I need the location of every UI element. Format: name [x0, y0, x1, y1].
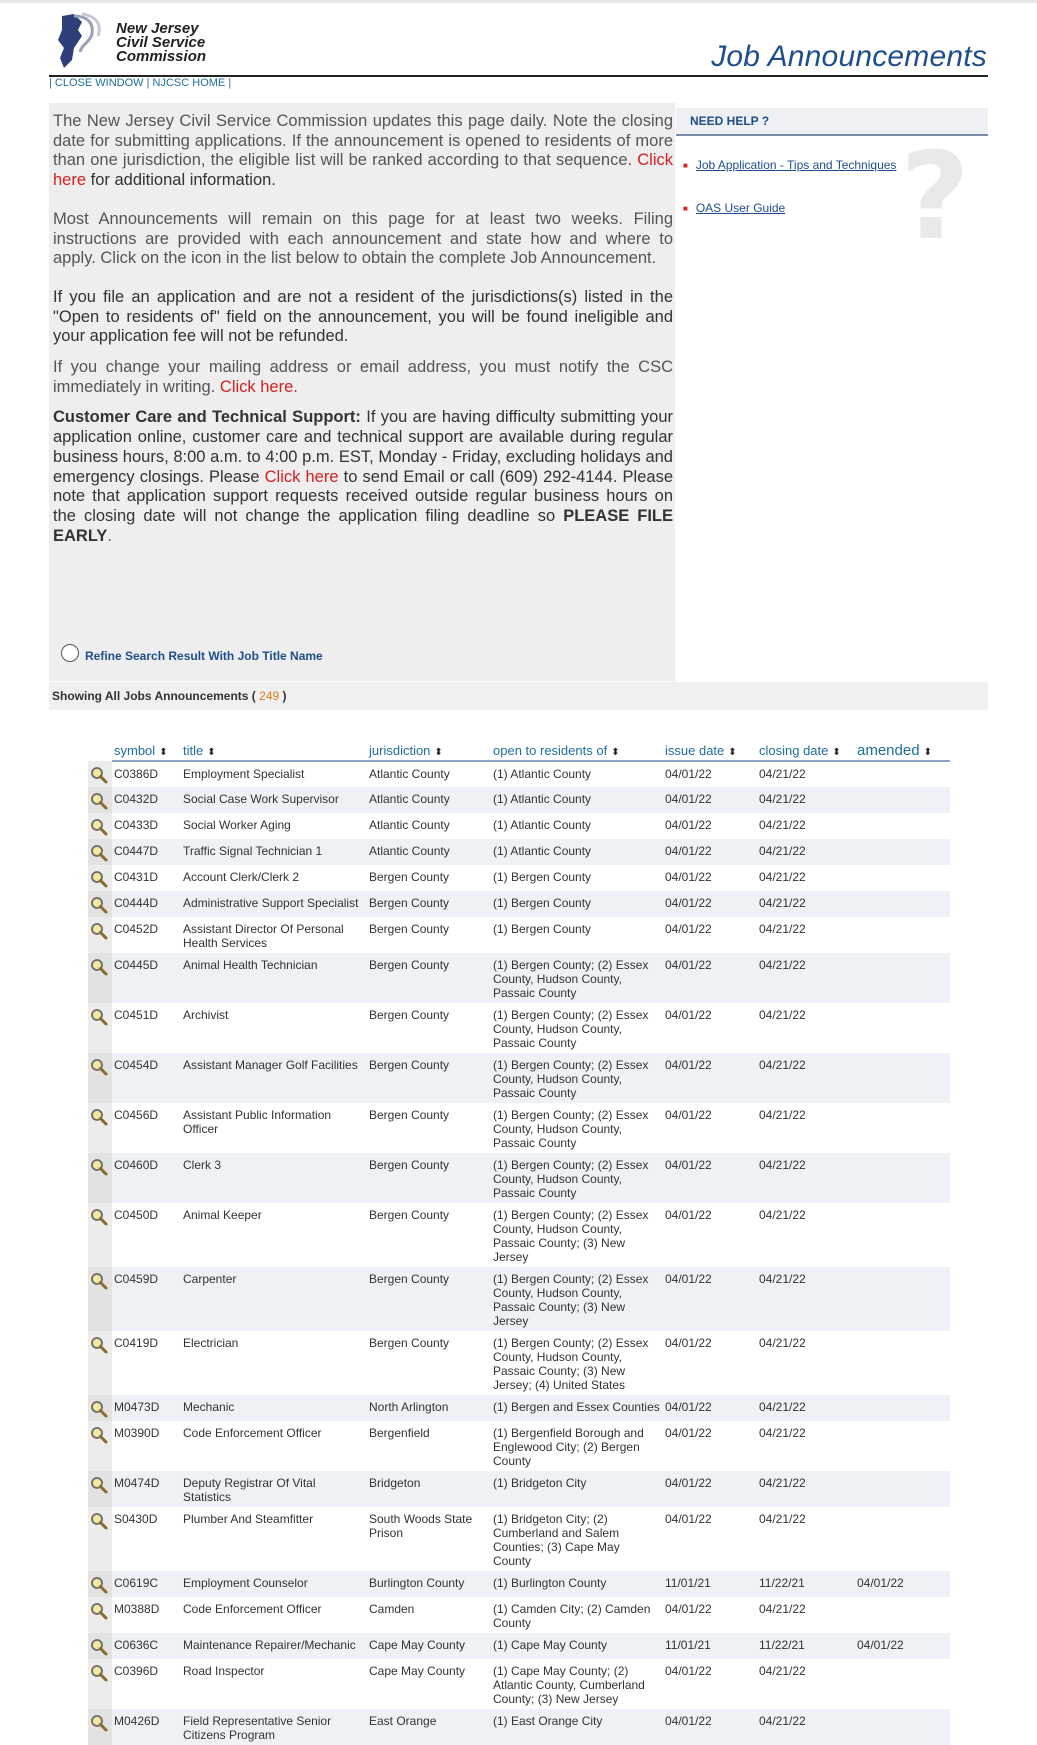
job-issue-date: 04/01/22 — [663, 839, 757, 865]
job-symbol: C0396D — [114, 1664, 159, 1678]
logo-text — [116, 22, 206, 64]
refine-search — [61, 648, 323, 666]
table-row — [88, 813, 950, 839]
magnifier-icon[interactable] — [90, 1158, 108, 1176]
magnifier-icon[interactable] — [90, 1426, 108, 1444]
job-title: Field Representative Senior Citizens Program — [181, 1709, 367, 1745]
magnifier-icon[interactable] — [90, 1714, 108, 1732]
job-closing-date: 04/21/22 — [757, 1053, 855, 1103]
job-closing-date: 04/21/22 — [759, 1512, 806, 1526]
job-amended-date — [855, 1421, 950, 1471]
job-amended-date — [855, 1507, 950, 1571]
job-amended-date: 04/01/22 — [855, 1633, 950, 1659]
job-open-to-residents: (1) Camden City; (2) Camden County — [493, 1602, 651, 1630]
job-open-to-residents: (1) Bridgeton City; (2) Cumberland and Salem Counties; (3) Cape May County — [493, 1512, 620, 1568]
job-jurisdiction: Atlantic County — [369, 767, 450, 781]
job-issue-date: 04/01/22 — [665, 1664, 712, 1678]
job-symbol: C0452D — [114, 922, 159, 936]
table-row — [88, 1053, 950, 1103]
job-symbol: C0386D — [114, 767, 159, 781]
job-rows — [88, 761, 950, 1745]
intro-paragraph-5: Customer Care and Technical Support: If you are having difficulty submitting your application online, customer care and technical support are available during regular business hours, 8:00 a.m. to 4:00 p.m. EST, Monday - Friday, excluding holidays and emergency closings. Please Click here to send Email or call (609) 292-4144. Please note that application support requests received outside regular business hours on the closing date will not change the application filing deadline so PLEASE FILE EARLY. — [53, 408, 673, 545]
job-amended-date — [855, 1395, 950, 1421]
column-header-jurisdiction[interactable]: jurisdiction ⬍ — [367, 742, 491, 761]
job-open-to-residents: (1) Bridgeton City — [491, 1471, 663, 1507]
job-issue-date: 04/01/22 — [663, 953, 757, 1003]
view-announcement-cell[interactable] — [88, 917, 112, 953]
table-row — [88, 1421, 950, 1471]
job-title: Carpenter — [181, 1267, 367, 1331]
job-closing-date: 04/21/22 — [759, 1208, 806, 1222]
view-announcement-cell[interactable] — [88, 1331, 112, 1395]
job-issue-date: 04/01/22 — [663, 1053, 757, 1103]
job-issue-date: 04/01/22 — [663, 1153, 757, 1203]
job-open-to-residents: (1) Bergen County — [491, 891, 663, 917]
magnifier-icon[interactable] — [90, 1476, 108, 1494]
magnifier-icon[interactable] — [90, 1512, 108, 1530]
table-row — [88, 953, 950, 1003]
table-row — [88, 1267, 950, 1331]
view-announcement-cell[interactable] — [88, 1633, 112, 1659]
job-closing-date: 04/21/22 — [759, 870, 806, 884]
job-amended-date — [855, 917, 950, 953]
job-closing-date: 04/21/22 — [757, 1471, 855, 1507]
job-title: Account Clerk/Clerk 2 — [183, 870, 300, 884]
job-amended-date — [855, 1003, 950, 1053]
magnifier-icon[interactable] — [90, 1336, 108, 1354]
job-closing-date: 04/21/22 — [757, 1267, 855, 1331]
job-issue-date: 04/01/22 — [665, 1008, 712, 1022]
view-announcement-cell[interactable] — [88, 953, 112, 1003]
job-issue-date: 04/01/22 — [665, 818, 712, 832]
job-closing-date: 04/21/22 — [759, 1336, 806, 1350]
job-issue-date: 04/01/22 — [663, 1471, 757, 1507]
job-jurisdiction: Bergen County — [367, 1053, 491, 1103]
view-announcement-cell[interactable] — [88, 1103, 112, 1153]
view-announcement-cell[interactable] — [88, 1709, 112, 1745]
table-row — [88, 1395, 950, 1421]
job-open-to-residents: (1) Burlington County — [491, 1571, 663, 1597]
view-announcement-cell[interactable] — [88, 1571, 112, 1597]
magnifier-icon[interactable] — [90, 922, 108, 940]
view-announcement-cell[interactable] — [88, 1421, 112, 1471]
job-issue-date: 04/01/22 — [663, 891, 757, 917]
job-issue-date: 11/01/21 — [663, 1633, 757, 1659]
job-issue-date: 04/01/22 — [665, 1108, 712, 1122]
job-closing-date: 11/22/21 — [757, 1571, 855, 1597]
table-row — [88, 1571, 950, 1597]
job-issue-date: 11/01/21 — [663, 1571, 757, 1597]
job-amended-date — [855, 865, 950, 891]
job-amended-date — [855, 1267, 950, 1331]
job-closing-date: 04/21/22 — [759, 767, 806, 781]
job-title: Plumber And Steamfitter — [183, 1512, 314, 1526]
icon-column-header — [88, 742, 112, 761]
job-symbol: M0426D — [112, 1709, 181, 1745]
table-row — [88, 1003, 950, 1053]
additional-info-link[interactable]: Click here — [53, 151, 673, 190]
job-amended-date — [855, 1153, 950, 1203]
table-row — [88, 1203, 950, 1267]
job-title: Clerk 3 — [181, 1153, 367, 1203]
job-issue-date: 04/01/22 — [665, 1336, 712, 1350]
view-announcement-cell[interactable] — [88, 1003, 112, 1053]
job-symbol: M0390D — [114, 1426, 160, 1440]
table-row — [88, 839, 950, 865]
view-announcement-cell[interactable] — [88, 813, 112, 839]
job-jurisdiction: Bergen County — [367, 891, 491, 917]
job-symbol: M0473D — [112, 1395, 181, 1421]
table-header-row — [88, 742, 950, 761]
job-closing-date: 04/21/22 — [759, 1426, 806, 1440]
job-jurisdiction: Bridgeton — [367, 1471, 491, 1507]
view-announcement-cell[interactable] — [88, 891, 112, 917]
top-border — [0, 0, 1037, 3]
job-amended-date — [855, 1597, 950, 1633]
view-announcement-cell[interactable] — [88, 865, 112, 891]
job-closing-date: 04/21/22 — [759, 1008, 806, 1022]
job-jurisdiction: Bergen County — [369, 1208, 450, 1222]
intro-paragraph-2: Most Announcements will remain on this page for at least two weeks. Filing instructions are provided with each announcement and state how and where to apply. Click on the icon in the list below to obtain the complete Job Announcement. — [53, 209, 673, 268]
job-symbol: C0433D — [114, 818, 159, 832]
magnifier-icon[interactable] — [90, 1602, 108, 1620]
column-header-title[interactable]: title ⬍ — [181, 742, 367, 761]
sort-icon[interactable]: ⬍ — [434, 747, 443, 758]
oas-user-guide-link[interactable]: OAS User Guide — [695, 201, 786, 215]
job-closing-date: 04/21/22 — [757, 1709, 855, 1745]
magnifier-icon[interactable] — [90, 766, 108, 784]
job-closing-date: 11/22/21 — [757, 1633, 855, 1659]
page-title: Job Announcements — [711, 40, 987, 73]
view-announcement-cell[interactable] — [88, 1267, 112, 1331]
table-row — [88, 1331, 950, 1395]
intro-paragraph-1: The New Jersey Civil Service Commission updates this page daily. Note the closing date for submitting applications. If the announcement is opened to residents of more than one jurisdiction, the eligible list will be ranked according to that sequence. Click here for additional information. — [53, 112, 673, 190]
sort-icon[interactable]: ⬍ — [159, 747, 168, 758]
job-amended-date — [855, 953, 950, 1003]
job-open-to-residents: (1) Bergen County; (2) Essex County, Hudson County, Passaic County; (3) New Jersey — [491, 1267, 663, 1331]
job-jurisdiction: Atlantic County — [369, 818, 450, 832]
job-amended-date — [855, 813, 950, 839]
job-jurisdiction: Bergen County — [367, 1267, 491, 1331]
sort-icon[interactable]: ⬍ — [207, 747, 216, 758]
job-title: Social Case Work Supervisor — [181, 787, 367, 813]
job-issue-date: 04/01/22 — [663, 1395, 757, 1421]
job-open-to-residents: (1) Atlantic County — [493, 767, 592, 781]
job-issue-date: 04/01/22 — [665, 1512, 712, 1526]
job-title: Deputy Registrar Of Vital Statistics — [181, 1471, 367, 1507]
top-nav: | CLOSE WINDOW | NJCSC HOME | — [49, 77, 232, 89]
help-link-guide — [683, 201, 785, 215]
job-open-to-residents: (1) East Orange City — [491, 1709, 663, 1745]
sort-icon[interactable]: ⬍ — [923, 747, 932, 758]
job-amended-date — [855, 1471, 950, 1507]
logo-line-2: Civil Service — [116, 34, 206, 51]
job-open-to-residents: (1) Bergen County; (2) Essex County, Hudson County, Passaic County — [493, 1008, 649, 1050]
change-address-link[interactable]: Click here. — [219, 377, 298, 396]
table-row — [88, 917, 950, 953]
magnifier-icon[interactable] — [90, 1272, 108, 1290]
job-open-to-residents: (1) Bergen County; (2) Essex County, Hudson County, Passaic County; (3) New Jersey — [493, 1208, 649, 1264]
job-symbol: C0454D — [112, 1053, 181, 1103]
job-amended-date — [855, 787, 950, 813]
magnifier-icon[interactable] — [90, 870, 108, 888]
bullet-icon: ■ — [683, 204, 688, 214]
job-title: Assistant Director Of Personal Health Services — [183, 922, 344, 950]
job-amended-date — [855, 1331, 950, 1395]
njcsc-home-link[interactable]: NJCSC HOME — [152, 77, 226, 89]
table-row — [88, 891, 950, 917]
job-amended-date — [855, 839, 950, 865]
job-open-to-residents: (1) Bergen County; (2) Essex County, Hudson County, Passaic County; (3) New Jersey; (4) United States — [493, 1336, 649, 1392]
view-announcement-cell[interactable] — [88, 1597, 112, 1633]
magnifier-icon[interactable] — [90, 1108, 108, 1126]
magnifier-icon[interactable] — [90, 896, 108, 914]
help-link-tips — [683, 158, 896, 172]
magnifier-icon[interactable] — [90, 1008, 108, 1026]
job-symbol: C0431D — [114, 870, 159, 884]
job-title: Code Enforcement Officer — [183, 1602, 322, 1616]
job-issue-date: 04/01/22 — [665, 1208, 712, 1222]
job-title: Assistant Manager Golf Facilities — [181, 1053, 367, 1103]
job-open-to-residents: (1) Bergen County; (2) Essex County, Hudson County, Passaic County — [491, 1153, 663, 1203]
column-header-issue-date[interactable]: issue date ⬍ — [663, 742, 757, 761]
job-symbol: C0456D — [114, 1108, 159, 1122]
job-jurisdiction: Bergen County — [367, 953, 491, 1003]
column-header-amended[interactable]: amended ⬍ — [855, 742, 950, 761]
sort-icon[interactable]: ⬍ — [728, 747, 737, 758]
job-jurisdiction: Atlantic County — [367, 787, 491, 813]
job-jurisdiction: South Woods State Prison — [369, 1512, 473, 1540]
job-closing-date: 04/21/22 — [759, 1108, 806, 1122]
table-row — [88, 1597, 950, 1633]
magnifier-icon[interactable] — [90, 1664, 108, 1682]
magnifier-icon[interactable] — [90, 818, 108, 836]
email-support-link[interactable]: Click here — [264, 467, 339, 486]
job-symbol: C0450D — [114, 1208, 159, 1222]
table-row — [88, 787, 950, 813]
job-title: Administrative Support Specialist — [181, 891, 367, 917]
table-row — [88, 1153, 950, 1203]
job-title: Employment Specialist — [183, 767, 305, 781]
column-header-open-to-residents[interactable]: open to residents of ⬍ — [491, 742, 663, 761]
job-jurisdiction: Camden — [369, 1602, 415, 1616]
job-open-to-residents: (1) Bergenfield Borough and Englewood City; (2) Bergen County — [493, 1426, 644, 1468]
logo-line-3: Commission — [116, 48, 207, 65]
job-open-to-residents: (1) Cape May County; (2) Atlantic County, Cumberland County; (3) New Jersey — [493, 1664, 645, 1706]
job-jurisdiction: Cape May County — [369, 1664, 466, 1678]
magnifier-icon[interactable] — [90, 1058, 108, 1076]
job-issue-date: 04/01/22 — [665, 767, 712, 781]
intro-paragraph-3: If you file an application and are not a resident of the jurisdictions(s) listed in the "Open to residents of" field on the announcement, you will be found ineligible and your application fee will not be refunded. — [53, 287, 673, 346]
results-summary: Showing All Jobs Announcements ( 249 ) — [52, 689, 287, 703]
sort-icon[interactable]: ⬍ — [611, 747, 620, 758]
magnifier-icon[interactable] — [90, 1208, 108, 1226]
job-title: Social Worker Aging — [183, 818, 291, 832]
view-announcement-cell[interactable] — [88, 1507, 112, 1571]
job-symbol: C0460D — [112, 1153, 181, 1203]
job-jurisdiction: Bergen County — [369, 870, 450, 884]
job-closing-date: 04/21/22 — [759, 922, 806, 936]
table-row — [88, 865, 950, 891]
sort-icon[interactable]: ⬍ — [832, 747, 841, 758]
job-symbol: C0445D — [112, 953, 181, 1003]
job-amended-date — [855, 761, 950, 787]
view-announcement-cell[interactable] — [88, 1203, 112, 1267]
job-jurisdiction: Bergen County — [369, 922, 450, 936]
job-issue-date: 04/01/22 — [665, 922, 712, 936]
job-symbol: M0474D — [112, 1471, 181, 1507]
magnifier-icon[interactable] — [90, 1638, 108, 1656]
column-header-closing-date[interactable]: closing date ⬍ — [757, 742, 855, 761]
job-open-to-residents: (1) Bergen County; (2) Essex County, Hudson County, Passaic County — [491, 1053, 663, 1103]
job-jurisdiction: East Orange — [367, 1709, 491, 1745]
job-issue-date: 04/01/22 — [663, 787, 757, 813]
column-header-symbol[interactable]: symbol ⬍ — [112, 742, 181, 761]
job-open-to-residents: (1) Bergen County; (2) Essex County, Hudson County, Passaic County — [491, 953, 663, 1003]
job-issue-date: 04/01/22 — [663, 1267, 757, 1331]
view-announcement-cell[interactable] — [88, 839, 112, 865]
intro-text — [53, 112, 673, 565]
job-amended-date — [855, 1709, 950, 1745]
job-closing-date: 04/21/22 — [757, 1395, 855, 1421]
table-row — [88, 1709, 950, 1745]
table-row — [88, 1633, 950, 1659]
job-jurisdiction: Bergen County — [369, 1336, 450, 1350]
job-open-to-residents: (1) Bergen and Essex Counties — [491, 1395, 663, 1421]
magnifier-icon[interactable] — [90, 1400, 108, 1418]
job-amended-date — [855, 891, 950, 917]
magnifier-icon[interactable] — [90, 844, 108, 862]
njcsc-logo[interactable] — [52, 12, 232, 70]
job-amended-date — [855, 1103, 950, 1153]
bullet-icon: ■ — [683, 161, 688, 171]
magnifier-icon[interactable] — [90, 792, 108, 810]
job-title: Animal Keeper — [183, 1208, 262, 1222]
job-title: Mechanic — [181, 1395, 367, 1421]
job-issue-date: 04/01/22 — [665, 870, 712, 884]
job-title: Animal Health Technician — [181, 953, 367, 1003]
results-count: 249 — [259, 689, 280, 703]
job-open-to-residents: (1) Bergen County — [493, 870, 592, 884]
logo-line-1: New Jersey — [116, 20, 199, 37]
question-mark-icon: ? — [900, 128, 970, 267]
application-tips-link[interactable]: Job Application - Tips and Techniques — [695, 158, 897, 172]
job-symbol: C0459D — [112, 1267, 181, 1331]
job-announcements-table — [88, 742, 950, 1745]
help-title: NEED HELP ? — [690, 114, 770, 128]
job-open-to-residents: (1) Atlantic County — [491, 839, 663, 865]
job-title: Road Inspector — [183, 1664, 265, 1678]
job-symbol: C0636C — [112, 1633, 181, 1659]
job-title: Archivist — [183, 1008, 229, 1022]
job-open-to-residents: (1) Bergen County — [493, 922, 592, 936]
job-amended-date — [855, 1053, 950, 1103]
view-announcement-cell[interactable] — [88, 1471, 112, 1507]
nj-state-icon — [52, 12, 112, 70]
job-jurisdiction: Atlantic County — [367, 839, 491, 865]
close-window-link[interactable]: CLOSE WINDOW — [54, 77, 144, 89]
job-jurisdiction: Bergenfield — [369, 1426, 430, 1440]
job-title: Assistant Public Information Officer — [183, 1108, 332, 1136]
job-title: Electrician — [183, 1336, 239, 1350]
job-jurisdiction: Cape May County — [367, 1633, 491, 1659]
job-issue-date: 04/01/22 — [665, 1602, 712, 1616]
refine-radio-button[interactable] — [61, 644, 79, 662]
view-announcement-cell[interactable] — [88, 761, 112, 787]
job-symbol: C0432D — [112, 787, 181, 813]
job-symbol: C0419D — [114, 1336, 159, 1350]
job-title: Employment Counselor — [181, 1571, 367, 1597]
view-announcement-cell[interactable] — [88, 787, 112, 813]
job-closing-date: 04/21/22 — [759, 1664, 806, 1678]
job-amended-date — [855, 1203, 950, 1267]
job-closing-date: 04/21/22 — [757, 839, 855, 865]
view-announcement-cell[interactable] — [88, 1153, 112, 1203]
intro-paragraph-4: If you change your mailing address or email address, you must notify the CSC immediately in writing. Click here. — [53, 358, 673, 396]
job-symbol: C0444D — [112, 891, 181, 917]
job-closing-date: 04/21/22 — [757, 787, 855, 813]
job-symbol: S0430D — [114, 1512, 158, 1526]
table-row — [88, 1471, 950, 1507]
job-jurisdiction: North Arlington — [367, 1395, 491, 1421]
job-jurisdiction: Bergen County — [369, 1108, 450, 1122]
job-symbol: C0447D — [112, 839, 181, 865]
table-row — [88, 1103, 950, 1153]
job-jurisdiction: Bergen County — [367, 1153, 491, 1203]
job-closing-date: 04/21/22 — [757, 1153, 855, 1203]
table-row — [88, 1507, 950, 1571]
job-open-to-residents: (1) Atlantic County — [493, 818, 592, 832]
job-open-to-residents: (1) Bergen County; (2) Essex County, Hudson County, Passaic County — [493, 1108, 649, 1150]
job-open-to-residents: (1) Cape May County — [491, 1633, 663, 1659]
table-row — [88, 761, 950, 787]
view-announcement-cell[interactable] — [88, 1395, 112, 1421]
job-closing-date: 04/21/22 — [757, 891, 855, 917]
job-title: Code Enforcement Officer — [183, 1426, 322, 1440]
refine-label[interactable]: Refine Search Result With Job Title Name — [85, 649, 323, 664]
magnifier-icon[interactable] — [90, 958, 108, 976]
job-closing-date: 04/21/22 — [759, 818, 806, 832]
job-issue-date: 04/01/22 — [663, 1709, 757, 1745]
job-symbol: C0451D — [114, 1008, 159, 1022]
job-symbol: M0388D — [114, 1602, 160, 1616]
magnifier-icon[interactable] — [90, 1576, 108, 1594]
job-jurisdiction: Bergen County — [369, 1008, 450, 1022]
job-closing-date: 04/21/22 — [757, 953, 855, 1003]
job-title: Traffic Signal Technician 1 — [181, 839, 367, 865]
job-closing-date: 04/21/22 — [759, 1602, 806, 1616]
job-open-to-residents: (1) Atlantic County — [491, 787, 663, 813]
job-jurisdiction: Burlington County — [367, 1571, 491, 1597]
job-title: Maintenance Repairer/Mechanic — [181, 1633, 367, 1659]
job-amended-date: 04/01/22 — [855, 1571, 950, 1597]
view-announcement-cell[interactable] — [88, 1053, 112, 1103]
job-symbol: C0619C — [112, 1571, 181, 1597]
job-issue-date: 04/01/22 — [665, 1426, 712, 1440]
